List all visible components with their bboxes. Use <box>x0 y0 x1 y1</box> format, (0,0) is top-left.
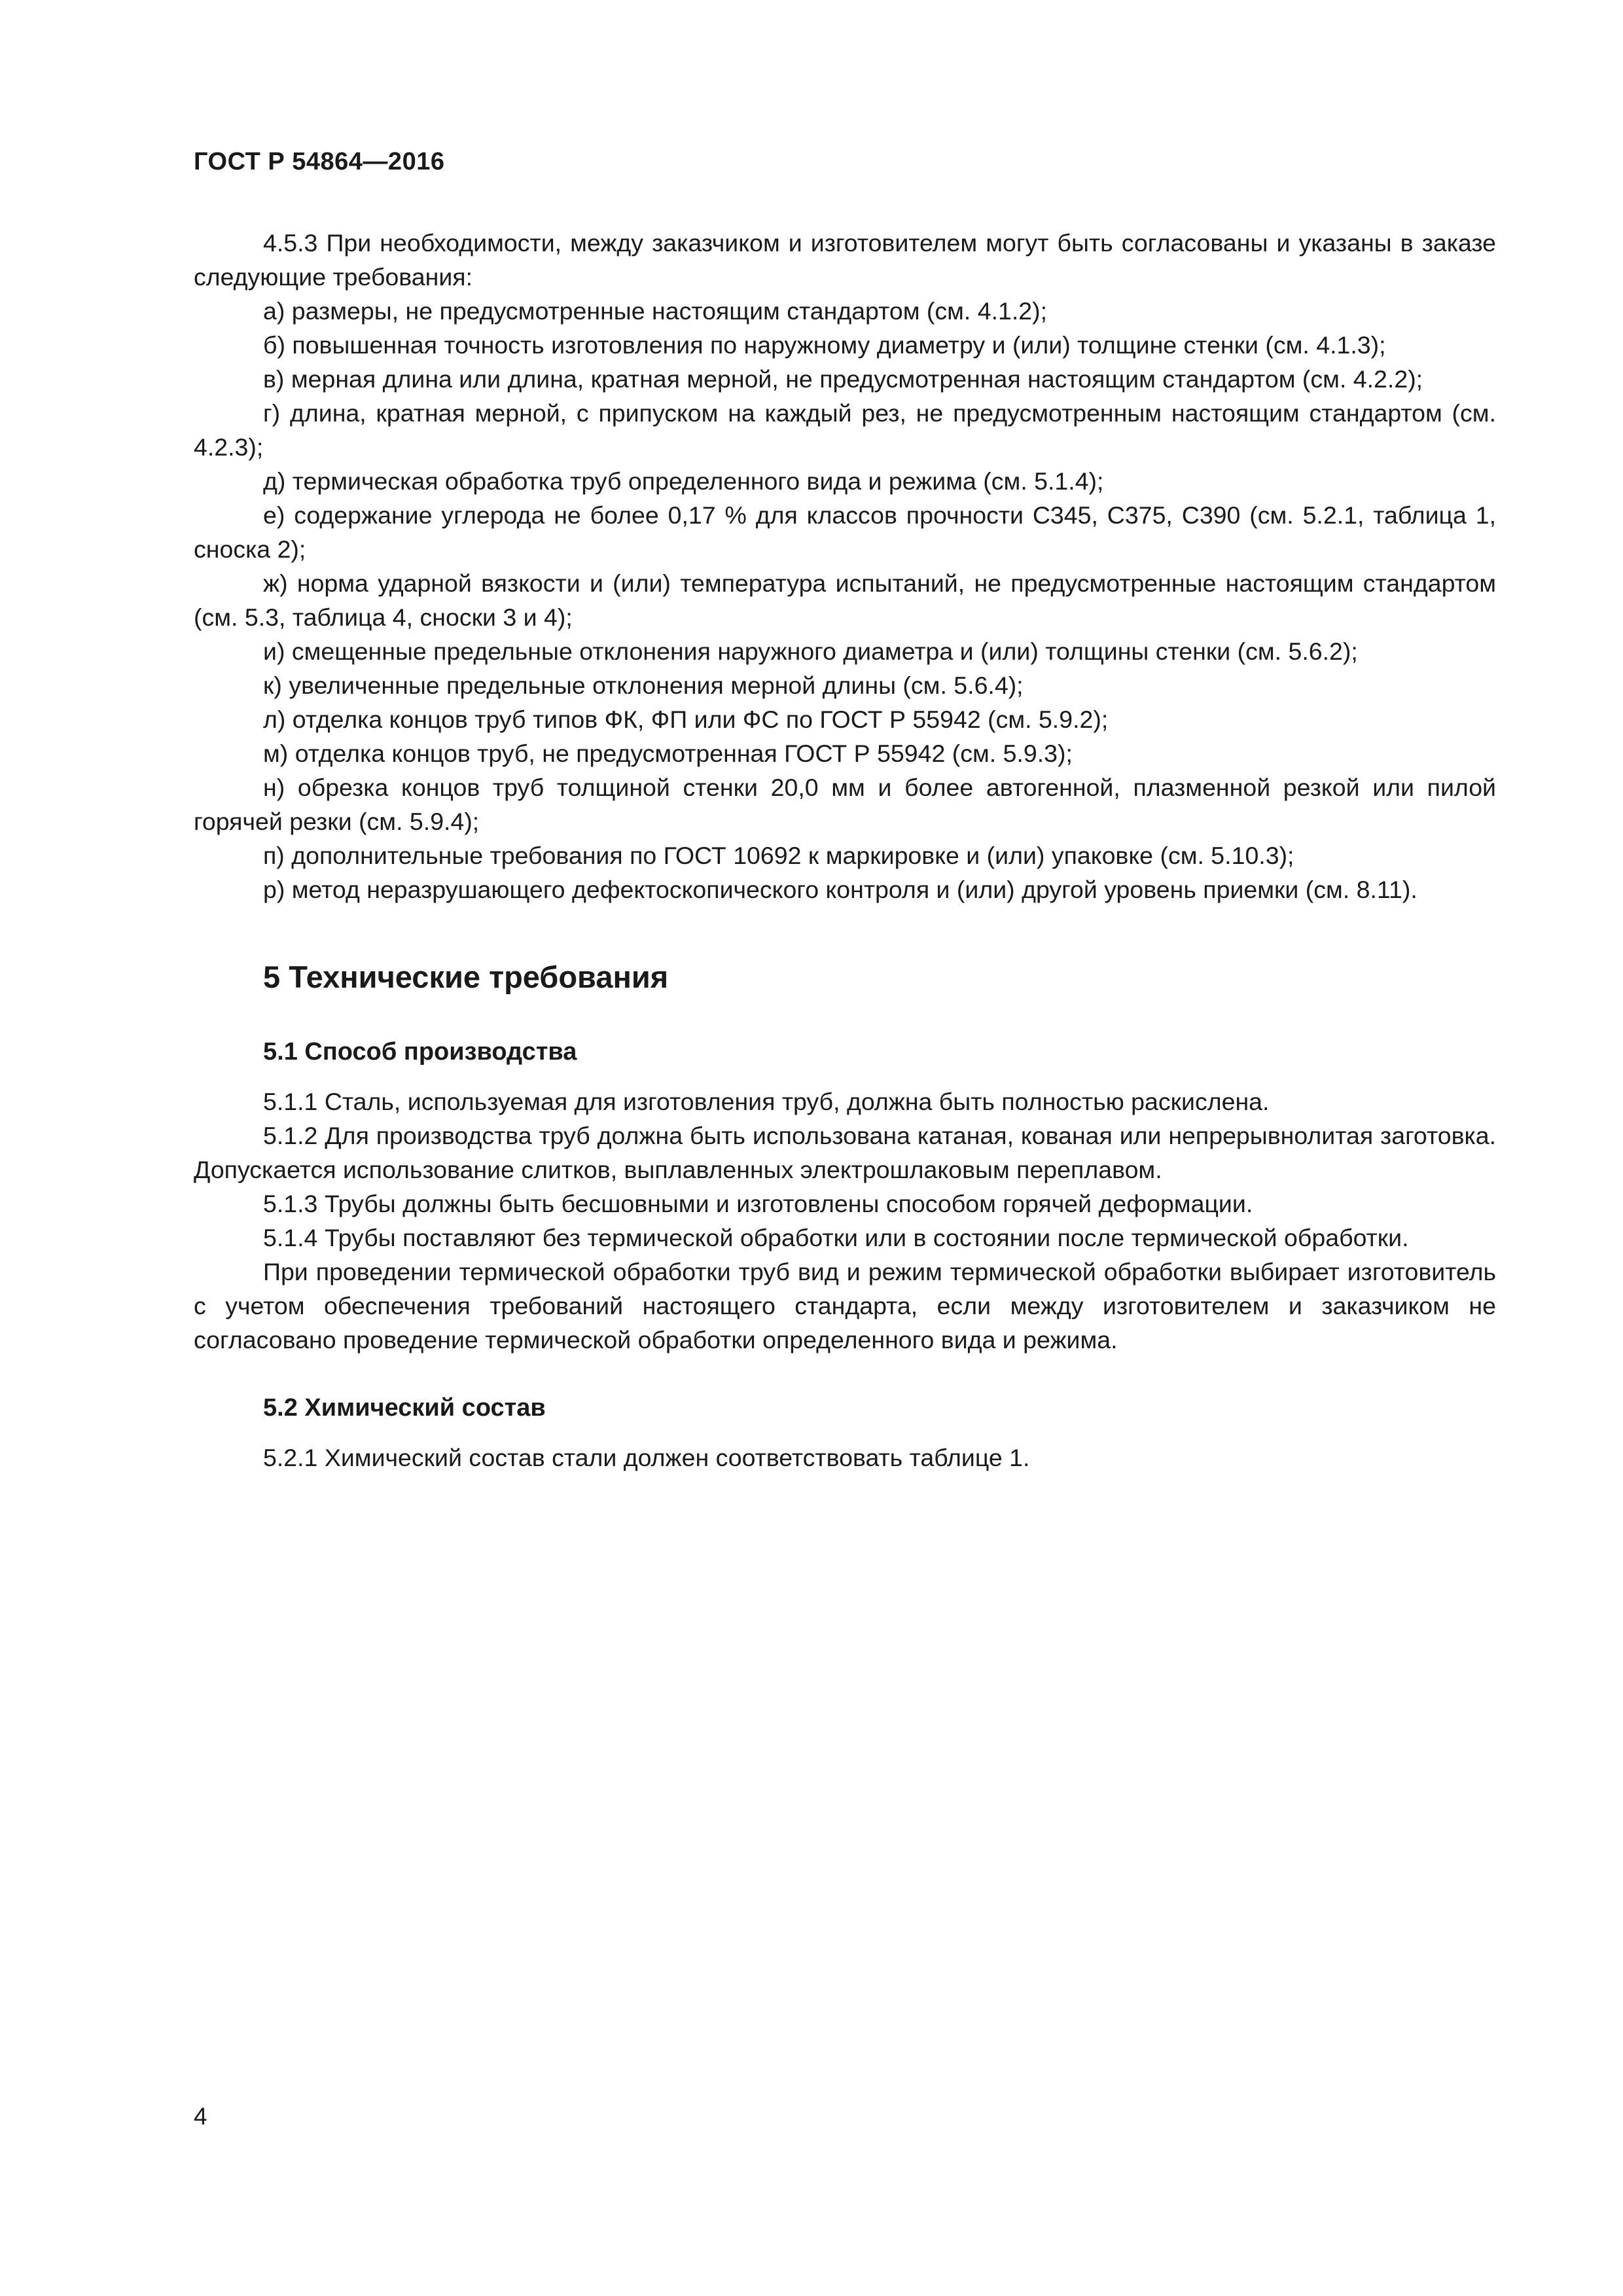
clause-5-1-1: 5.1.1 Сталь, используемая для изготовления труб, должна быть полностью раскислена. <box>263 1088 1270 1115</box>
clause-4-5-3-intro: 4.5.3 При необходимости, между заказчиком и изготовителем могут быть согласованы и указаны в заказе следующие требования: <box>194 229 1496 291</box>
list-item: д) термическая обработка труб определенного вида и режима (см. 5.1.4); <box>263 467 1104 495</box>
page-number: 4 <box>194 2103 207 2130</box>
list-item: г) длина, кратная мерной, с припуском на каждый рез, не предусмотренным настоящим стандартом (см. 4.2.3); <box>194 399 1496 461</box>
section-5-2-heading: 5.2 Химический состав <box>263 1394 546 1422</box>
clause-5-1-4-note: При проведении термической обработки труб вид и режим термической обработки выбирает изготовитель с учетом обеспечения требований настоящего стандарта, если между изготовителем и заказчиком не согласовано проведение термической обработки определенного вида и режима. <box>194 1258 1496 1354</box>
list-item: в) мерная длина или длина, кратная мерной, не предусмотренная настоящим стандартом (см. 4.2.2); <box>263 365 1423 393</box>
clause-5-1-2: 5.1.2 Для производства труб должна быть использована катаная, кованая или непрерывнолитая заготовка. Допускается использование слитков, выплавленных электрошлаковым переплавом. <box>194 1122 1496 1183</box>
section-5-1-heading: 5.1 Способ производства <box>263 1038 577 1066</box>
list-item: и) смещенные предельные отклонения наружного диаметра и (или) толщины стенки (см. 5.6.2); <box>263 637 1358 665</box>
clause-5-2-1: 5.2.1 Химический состав стали должен соответствовать таблице 1. <box>263 1444 1030 1471</box>
list-item: р) метод неразрушающего дефектоскопического контроля и (или) другой уровень приемки (см. 8.11). <box>263 876 1418 903</box>
document-body <box>194 226 1496 1475</box>
list-item: л) отделка концов труб типов ФК, ФП или ФС по ГОСТ Р 55942 (см. 5.9.2); <box>263 706 1109 733</box>
list-item: п) дополнительные требования по ГОСТ 10692 к маркировке и (или) упаковке (см. 5.10.3); <box>263 842 1294 869</box>
list-item: н) обрезка концов труб толщиной стенки 20,0 мм и более автогенной, плазменной резкой или пилой горячей резки (см. 5.9.4); <box>194 774 1496 835</box>
list-item: м) отделка концов труб, не предусмотренная ГОСТ Р 55942 (см. 5.9.3); <box>263 740 1073 767</box>
list-item: ж) норма ударной вязкости и (или) температура испытаний, не предусмотренные настоящим стандартом (см. 5.3, таблица 4, сноски 3 и 4); <box>194 569 1496 631</box>
clause-5-1-4: 5.1.4 Трубы поставляют без термической обработки или в состоянии после термической обработки. <box>263 1224 1409 1251</box>
document-header: ГОСТ Р 54864—2016 <box>194 148 445 175</box>
clause-5-1-3: 5.1.3 Трубы должны быть бесшовными и изготовлены способом горячей деформации. <box>263 1190 1253 1217</box>
list-item: б) повышенная точность изготовления по наружному диаметру и (или) толщине стенки (см. 4.1.3); <box>263 331 1386 359</box>
section-5-heading: 5 Технические требования <box>263 960 669 994</box>
list-item: е) содержание углерода не более 0,17 % для классов прочности С345, С375, С390 (см. 5.2.1, таблица 1, сноска 2); <box>194 501 1496 563</box>
list-item: а) размеры, не предусмотренные настоящим стандартом (см. 4.1.2); <box>263 297 1048 325</box>
list-item: к) увеличенные предельные отклонения мерной длины (см. 5.6.4); <box>263 672 1024 699</box>
